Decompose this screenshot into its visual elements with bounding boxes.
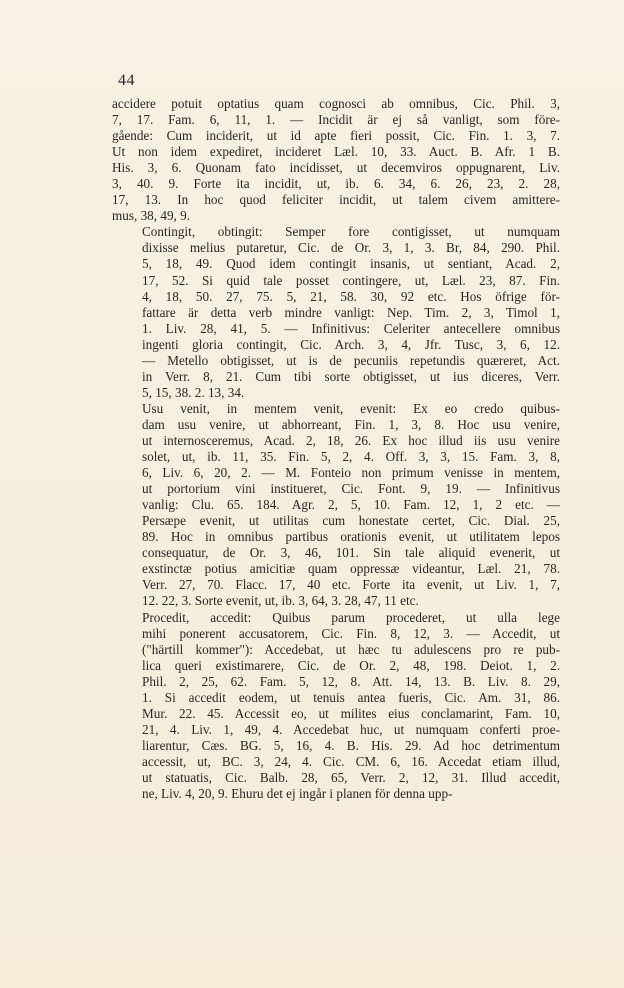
text-line: Procedit, accedit: Quibus parum procederet, ut ulla lege (142, 609, 560, 625)
text-line: ut portorium vini institueret, Cic. Font. 9, 19. — Infinitivus (142, 481, 560, 497)
text-line: 89. Hoc in omnibus partibus orationis evenit, ut utilitatem lepos (142, 529, 560, 545)
text-line: liarentur, Cæs. BG. 5, 16, 4. B. His. 29. Ad hoc detrimentum (142, 737, 560, 753)
text-line: exstinctæ potius amicitiæ quam oppressæ videantur, Læl. 21, 78. (142, 561, 560, 577)
text-line: 4, 18, 50. 27, 75. 5, 21, 58. 30, 92 etc. Hos öfrige för- (142, 288, 560, 304)
text-line: vanlig: Clu. 65. 184. Agr. 2, 5, 10. Fam. 12, 1, 2 etc. — (142, 497, 560, 513)
paragraph-usu-venit (112, 401, 560, 610)
text-line: accessit, ut, BC. 3, 24, 4. Cic. CM. 6, 16. Accedat etiam illud, (142, 753, 560, 769)
text-line: 21, 4. Liv. 1, 49, 4. Accedebat huc, ut numquam conferti proe- (142, 721, 560, 737)
text-line: dam usu venire, ut abhorreant, Fin. 1, 3, 8. Hoc usu venire, (142, 416, 560, 432)
text-line: 5, 18, 49. Quod idem contingit insanis, ut sentiant, Acad. 2, (142, 256, 560, 272)
text-line: lica queri existimarere, Cic. de Or. 2, 48, 198. Deiot. 1, 2. (142, 657, 560, 673)
text-line: in Verr. 8, 21. Cum tibi sorte obtigisset, ut ius diceres, Verr. (142, 368, 560, 384)
text-line: accidere potuit optatius quam cognosci ab omnibus, Cic. Phil. 3, (112, 96, 560, 111)
text-line: His. 3, 6. Quonam fato incidisset, ut decemviros oppugnarent, Liv. (112, 160, 560, 176)
text-line: 7, 17. Fam. 6, 11, 1. — Incidit är ej så vanligt, som före- (112, 112, 560, 128)
body-text (112, 96, 560, 802)
text-line: gående: Cum inciderit, ut id apte fieri possit, Cic. Fin. 1. 3, 7. (112, 128, 560, 144)
text-line: dixisse melius putaretur, Cic. de Or. 3, 1, 3. Br, 84, 290. Phil. (142, 240, 560, 256)
text-line: 1. Si accedit eodem, ut tenuis antea fueris, Cic. Am. 31, 86. (142, 689, 560, 705)
text-line: Ut non idem expediret, incideret Læl. 10, 33. Auct. B. Afr. 1 B. (112, 144, 560, 160)
text-line: ut statuatis, Cic. Balb. 28, 65, Verr. 2, 12, 31. Illud accedit, (142, 769, 560, 785)
text-line: 1. Liv. 28, 41, 5. — Infinitivus: Celeriter antecellere omnibus (142, 320, 560, 336)
text-line: — Metello obtigisset, ut is de pecuniis repetundis quæreret, Act. (142, 352, 560, 368)
text-line: 17, 52. Si quid tale posset contingere, ut, Læl. 23, 87. Fin. (142, 272, 560, 288)
text-line: ne, Liv. 4, 20, 9. Ehuru det ej ingår i planen för denna upp- (142, 786, 453, 802)
text-line: mihi ponerent accusatorem, Cic. Fin. 8, 12, 3. — Accedit, ut (142, 625, 560, 641)
text-line: Persæpe evenit, ut utilitas cum honestate certet, Cic. Dial. 25, (142, 513, 560, 529)
text-line: ut internosceremus, Acad. 2, 18, 26. Ex hoc illud iis usu venire (142, 432, 560, 448)
text-line: 6, Liv. 6, 20, 2. — M. Fonteio non primum venisse in mentem, (142, 465, 560, 481)
page-number: 44 (118, 72, 135, 89)
text-line: mus, 38, 49, 9. (112, 208, 191, 224)
text-line: solet, ut, ib. 11, 35. Fin. 5, 2, 4. Off. 3, 3, 15. Fam. 3, 8, (142, 449, 560, 465)
text-line: 17, 13. In hoc quod feliciter incidit, ut talem civem amittere- (112, 192, 560, 208)
text-line: fattare är detta verb mindre vanligt: Nep. Tim. 2, 3, Timol 1, (142, 304, 560, 320)
text-line: 12. 22, 3. Sorte evenit, ut, ib. 3, 64, 3. 28, 47, 11 etc. (142, 593, 419, 609)
text-line: Phil. 2, 25, 62. Fam. 5, 12, 8. Att. 14, 13. B. Liv. 8. 29, (142, 673, 560, 689)
text-line: 3, 40. 9. Forte ita incidit, ut, ib. 6. 34, 6. 26, 23, 2. 28, (112, 176, 560, 192)
paragraph-contingit (112, 224, 560, 401)
text-line: Contingit, obtingit: Semper fore contigisset, ut numquam (142, 224, 560, 240)
text-line: ingenti gloria contingit, Cic. Arch. 3, 4, Jfr. Tusc, 3, 6, 12. (142, 336, 560, 352)
text-line: Usu venit, in mentem venit, evenit: Ex eo credo quibus- (142, 400, 560, 416)
text-line: Verr. 27, 70. Flacc. 17, 40 etc. Forte ita evenit, ut Liv. 1, 7, (142, 577, 560, 593)
text-line: ("härtill kommer"): Accedebat, ut hæc tu adulescens pro re pub- (142, 641, 560, 657)
paragraph-procedit (112, 610, 560, 803)
text-line: 5, 15, 38. 2. 13, 34. (142, 384, 245, 400)
text-line: consequatur, de Or. 3, 46, 101. Sin tale aliquid evenerit, ut (142, 545, 560, 561)
paragraph-incidit (112, 96, 560, 224)
text-line: Mur. 22. 45. Accessit eo, ut milites eius conclamarint, Fam. 10, (142, 705, 560, 721)
